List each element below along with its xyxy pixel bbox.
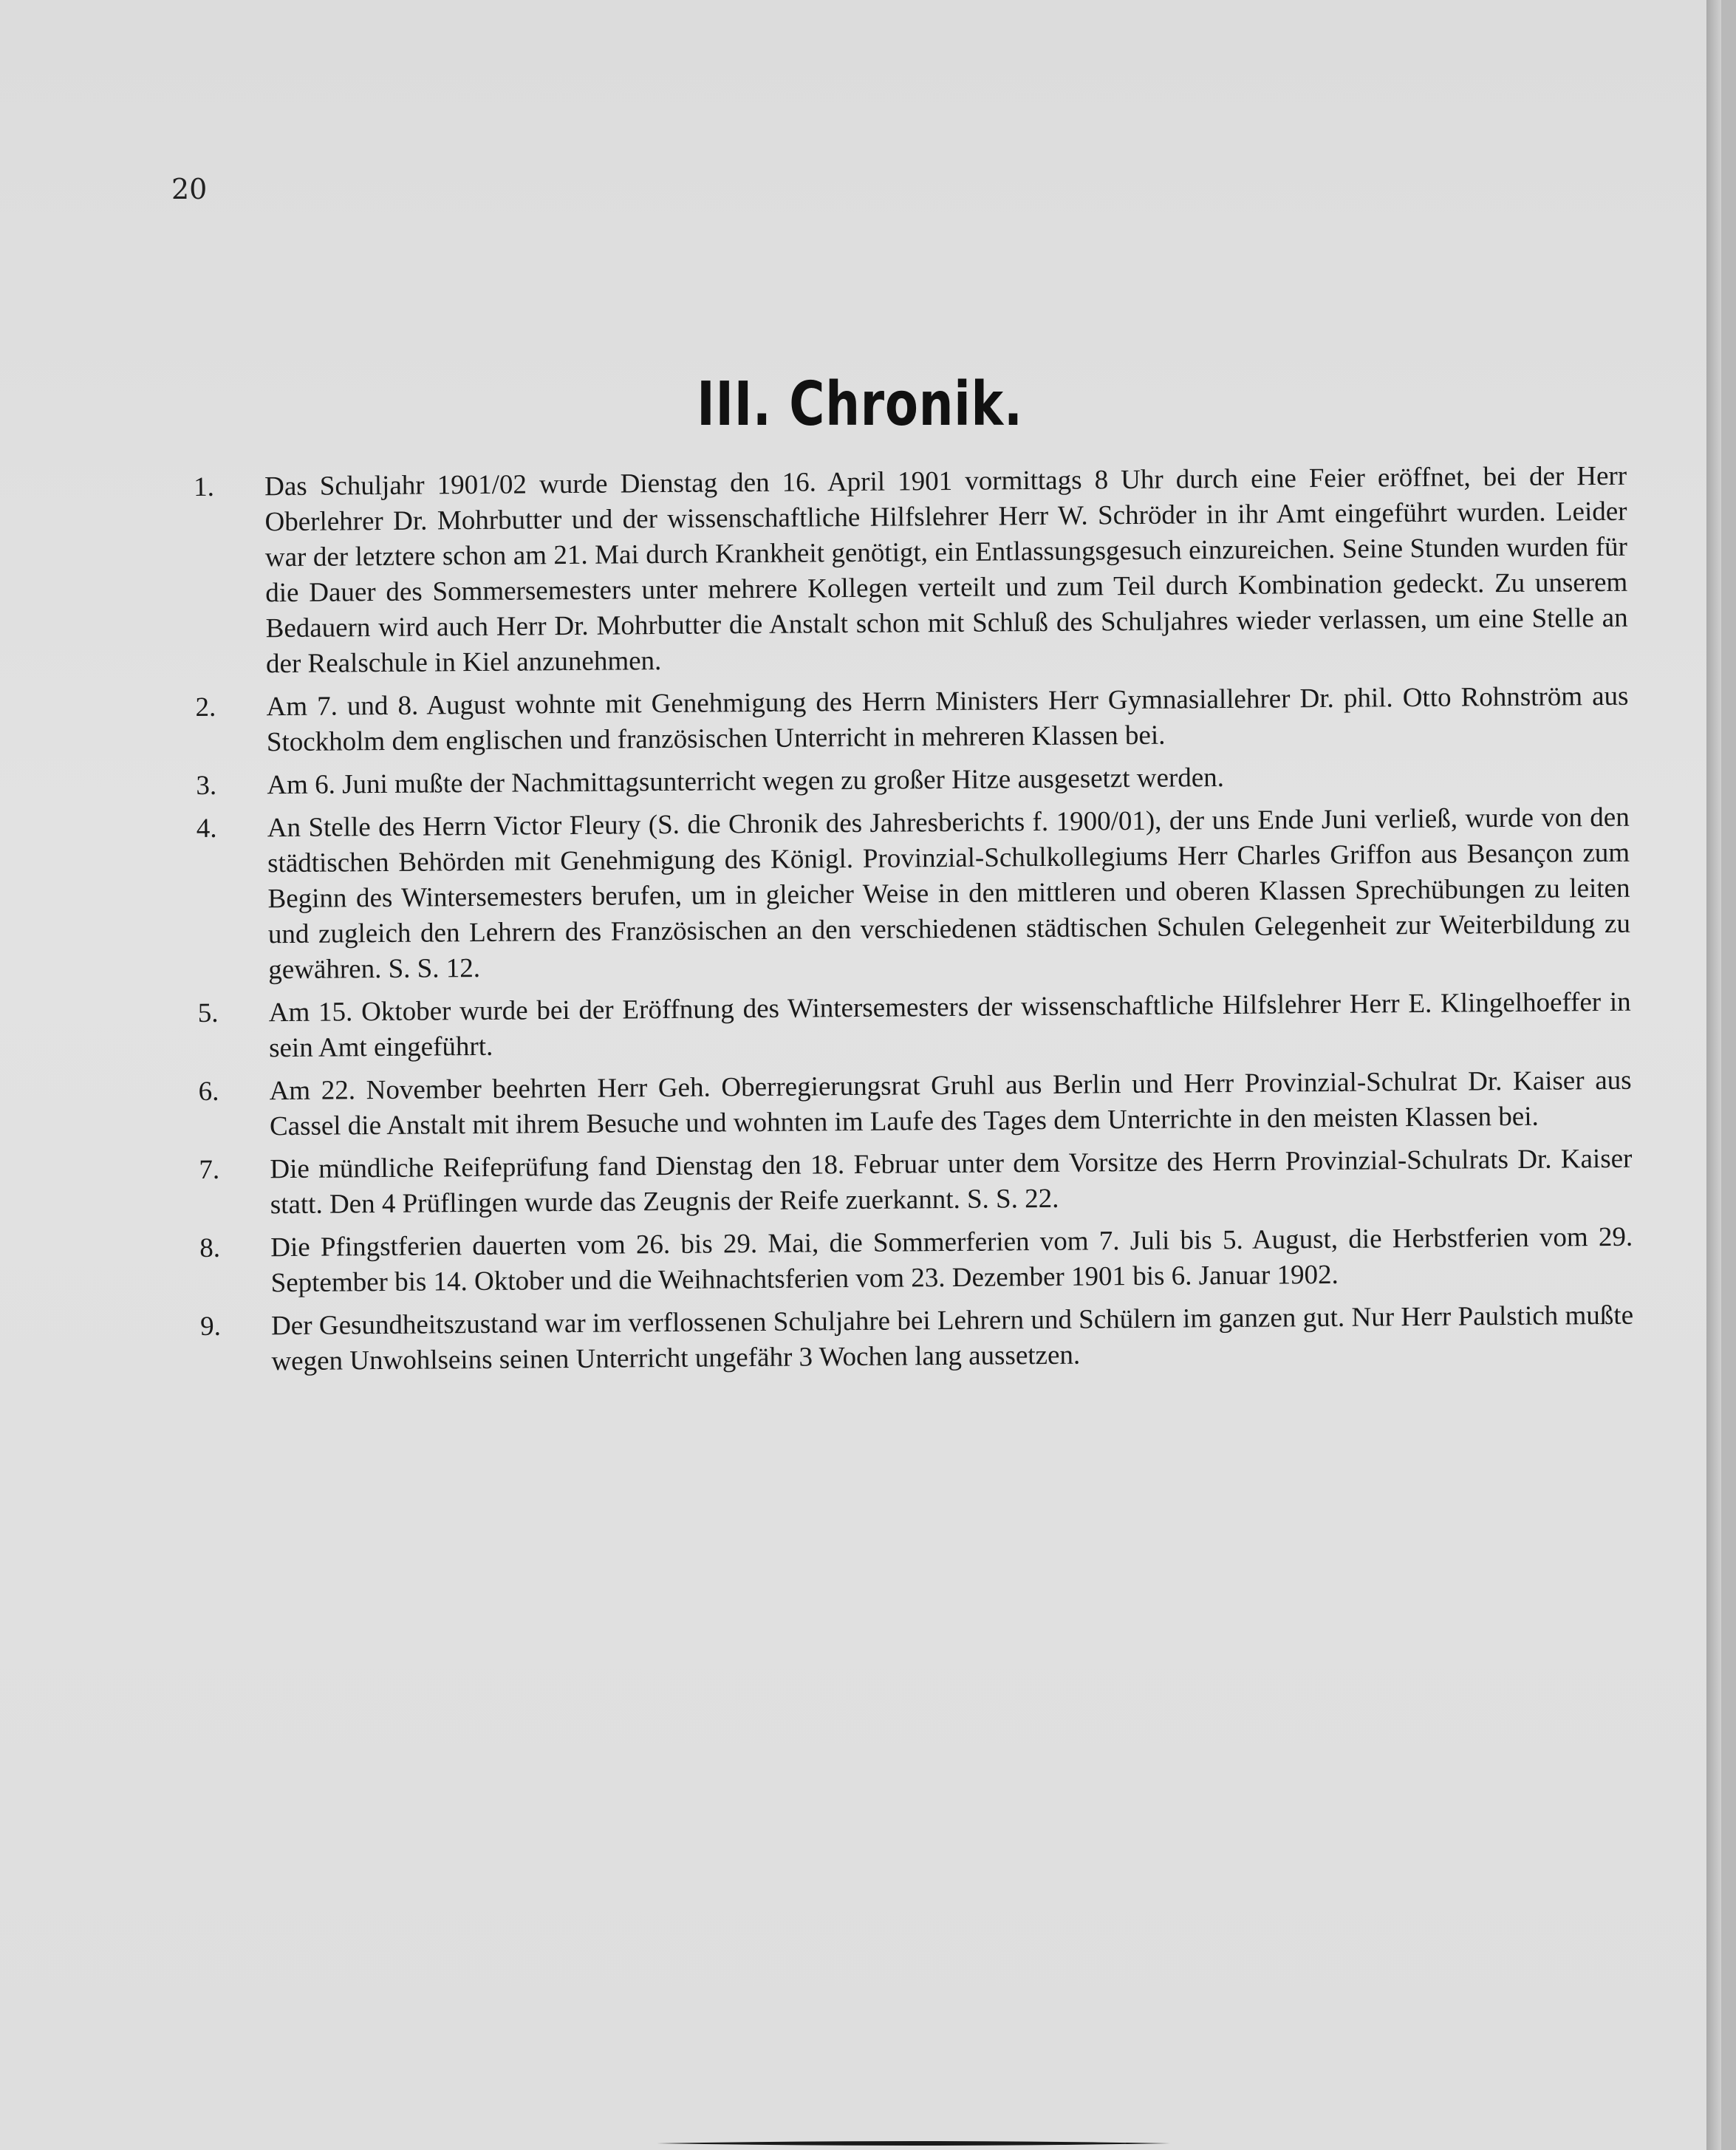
entry-number: 9.: [199, 1311, 222, 1342]
entry-text: Die mündliche Reifeprüfung fand Dienstag den 18. Februar unter dem Vorsitze des Herrn Provinzial-Schulrats Dr. Kaiser statt. Den 4 Prüflingen wurde das Zeugnis der Reife zuerkannt. S. S. 22.: [270, 1143, 1633, 1221]
chronicle-entry-4: [197, 800, 1631, 989]
entry-text: Am 7. und 8. August wohnte mit Genehmigung des Herrn Ministers Herr Gymnasiallehrer Dr. phil. Otto Rohnström aus Stockholm dem englischen und französischen Unterricht in mehreren Klassen bei.: [266, 680, 1629, 758]
chronicle-entry-7: [199, 1141, 1633, 1224]
entry-text: Am 22. November beehrten Herr Geh. Oberregierungsrat Gruhl aus Berlin und Herr Provinzial-Schulrat Dr. Kaiser aus Cassel die Anstalt mit ihrem Besuche und wohnten im Laufe des Tages dem Unterrichte in den meisten Klassen bei.: [269, 1065, 1632, 1142]
entry-number: 6.: [198, 1076, 219, 1107]
section-heading: III. Chronik.: [697, 369, 1023, 440]
entry-text: Am 15. Oktober wurde bei der Eröffnung des Wintersemesters der wissenschaftliche Hilfslehrer Herr E. Klingelhoeffer in sein Amt eingeführt.: [268, 986, 1631, 1064]
entry-text: Die Pfingstferien dauerten vom 26. bis 29. Mai, die Sommerferien vom 7. Juli bis 5. August, die Herbstferien vom 29. September bis 14. Oktober und die Weihnachtsferien vom 23. Dezember 1901 bis 6. Januar 1902.: [270, 1221, 1633, 1299]
chronicle-entry-6: [198, 1063, 1632, 1145]
entry-number: 2.: [195, 692, 216, 723]
entry-number: 4.: [196, 813, 217, 844]
entry-text: An Stelle des Herrn Victor Fleury (S. die Chronik des Jahresberichts f. 1900/01), der uns Ende Juni verließ, wurde von den städtischen Behörden mit Genehmigung des Königl. Provinzial-Schulkollegiums Herr Charles Griffon aus Besançon zum Beginn des Wintersemesters berufen, um in gleicher Weise in den mittleren und oberen Klassen Sprechübungen zu leiten und zugleich den Lehrern des Französischen an den verschiedenen städtischen Schulen Gelegenheit zur Weiterbildung zu gewähren. S. S. 12.: [267, 802, 1631, 986]
chronicle-entry-2: [195, 679, 1629, 761]
chronicle-entry-1: [194, 459, 1628, 683]
entry-number: 3.: [196, 770, 217, 801]
chronicle-entry-9: [200, 1298, 1634, 1380]
entry-number: 5.: [197, 997, 219, 1028]
entry-number: 8.: [199, 1232, 221, 1263]
entry-text: Das Schuljahr 1901/02 wurde Dienstag den 16. April 1901 vormittags 8 Uhr durch eine Feier eröffnet, bei der Herr Oberlehrer Dr. Mohrbutter und der wissenschaftliche Hilfslehrer Herr W. Schröder in ihr Amt eingeführt wurden. Leider war der letztere schon am 21. Mai durch Krankheit genötigt, ein Entlassungsgesuch einzureichen. Seine Stunden wurden für die Dauer des Sommersemesters unter mehrere Kollegen verteilt und zum Teil durch Kombination gedeckt. Zu unserem Bedauern wird auch Herr Dr. Mohrbutter die Anstalt schon mit Schluß des Schuljahres wieder verlassen, um eine Stelle an der Realschule in Kiel anzunehmen.: [264, 460, 1628, 680]
entry-number: 1.: [194, 471, 215, 502]
entry-number: 7.: [199, 1154, 220, 1185]
closing-rule: [656, 2140, 1170, 2147]
chronicle-list: [194, 459, 1634, 1388]
entry-text: Am 6. Juni mußte der Nachmittagsunterricht wegen zu großer Hitze ausgesetzt werden.: [267, 762, 1225, 801]
page-edge: [1706, 0, 1721, 2150]
entry-text: Der Gesundheitszustand war im verflossenen Schuljahre bei Lehrern und Schülern im ganzen gut. Nur Herr Paulstich mußte wegen Unwohlseins seinen Unterricht ungefähr 3 Wochen lang aussetzen.: [270, 1300, 1634, 1377]
chronicle-entry-8: [199, 1220, 1633, 1302]
chronicle-entry-3: [196, 757, 1629, 804]
page-number: 20: [171, 173, 208, 205]
chronicle-entry-5: [198, 985, 1632, 1067]
